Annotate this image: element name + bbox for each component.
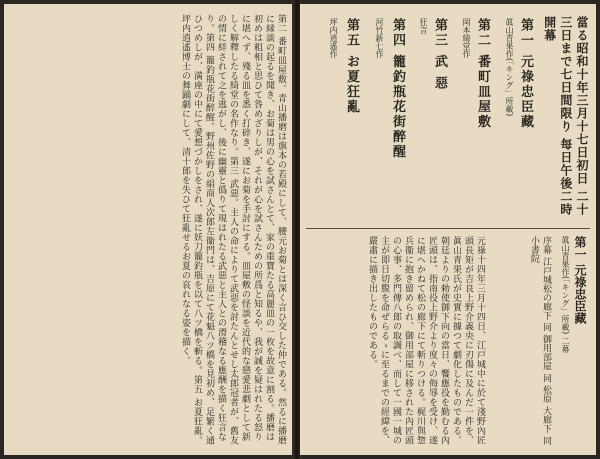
item-number: 第三 (432, 18, 447, 48)
item-credit-4: 河竹新七作 (375, 18, 384, 58)
item-credit-3: 狂言 (419, 18, 428, 34)
synopsis-continued-text: 第二 番町皿屋敷。青山播磨は旗本の若殿にして、腰元お菊とは深く言ひ交した仲である。然るに播磨に縁談の起るを聞き、お菊は男の心を試さんとて、家の重寶たる高麗皿の一枚を故意に割る。播磨は初めは粗相と思ひて咎めざりしが、それが心を試さんための所爲と知るや、我が誠を疑はれたる怒りに堪へず、殘る皿を悉く打碎き、遂にお菊を手討にする。皿屋敷の怪談を近代的な戀愛悲劇として新しく解釋したる綺堂の名作なり。第三 武惡。主人の命によりて武惡を討たんとせし太郎冠者が、舊友の情に絆されて之を逃がし、後に幽靈と僞りて現はれたる武惡と主人との滑稽なる應酬を描く狂言なり。第四 籠釣瓶花街醉醒。野州佐野の絹商人次郎左衞門は、吉原にて花魁八ツ橋を見初め、足繁く通ひつめしが、満座の中にて愛想づかしをされ、遂に妖刀籠釣瓶を以て八ツ橋を斬る。第五 お夏狂亂。坪内逍遙博士の舞踊劇にして、清十郎を失ひて狂亂せるお夏の哀れなる姿を描く。 (180, 14, 286, 445)
program-item-3 (430, 18, 448, 138)
item-number: 第二 (475, 18, 490, 48)
synopsis-body: 元祿十四年三月十四日、江戸城中に於て淺野內匠頭長矩が吉良上野介義央に刃傷に及んだ一件を、眞山青果氏が史實に據つて劇化したものである。朝廷よりの勅使御下向の當日、饗應役を勤むる內匠頭は、指南役上野介より度々の侮辱を受け、遂に堪へかねて松の廊下にて斬りつける。梶川與惣兵衞に抱き留められ、御用部屋に移された內匠頭の心事、多門傳八郎の取調べ、而して一國一城の主が即日切腹を命ぜらるゝに至るまでの經緯を、嚴肅に描き出したものである。 (367, 236, 485, 445)
item-credit-1: 眞山青果作(「キング」所載) (505, 18, 514, 117)
item-number: 第四 (390, 18, 405, 48)
program-item-5 (342, 18, 360, 168)
item-credit-2: 岡本綺堂作 (462, 18, 471, 58)
synopsis-subtitle: 眞山青果作(「キング」所載) 二幕 (561, 236, 570, 353)
synopsis-title: 第一 元祿忠臣藏 (573, 236, 587, 325)
item-number: 第一 (518, 18, 533, 48)
left-page (4, 4, 294, 455)
program-item-1 (516, 18, 534, 138)
item-number: 第五 (344, 18, 359, 48)
performance-dates: 當る昭和十年三月十七日初日 二十三日まで七日間限り 每日午後二時開幕 (542, 16, 589, 217)
item-title: 武 惡 (432, 54, 447, 92)
item-title: 籠釣瓶花街醉醒 (390, 54, 405, 160)
synopsis-cast: 序幕 江戸城松の廊下 同 御用部屋 同 松原 大廊下 同 小書院 (528, 236, 551, 446)
section-divider (306, 228, 590, 229)
program-item-4 (388, 18, 406, 168)
right-page (300, 4, 596, 455)
program-item-2 (473, 18, 491, 138)
item-title: お夏狂亂 (344, 54, 359, 115)
item-credit-5: 坪内逍遙作 (329, 18, 338, 58)
item-title: 番町皿屋敷 (475, 54, 490, 130)
item-title: 元祿忠臣藏 (518, 54, 533, 130)
